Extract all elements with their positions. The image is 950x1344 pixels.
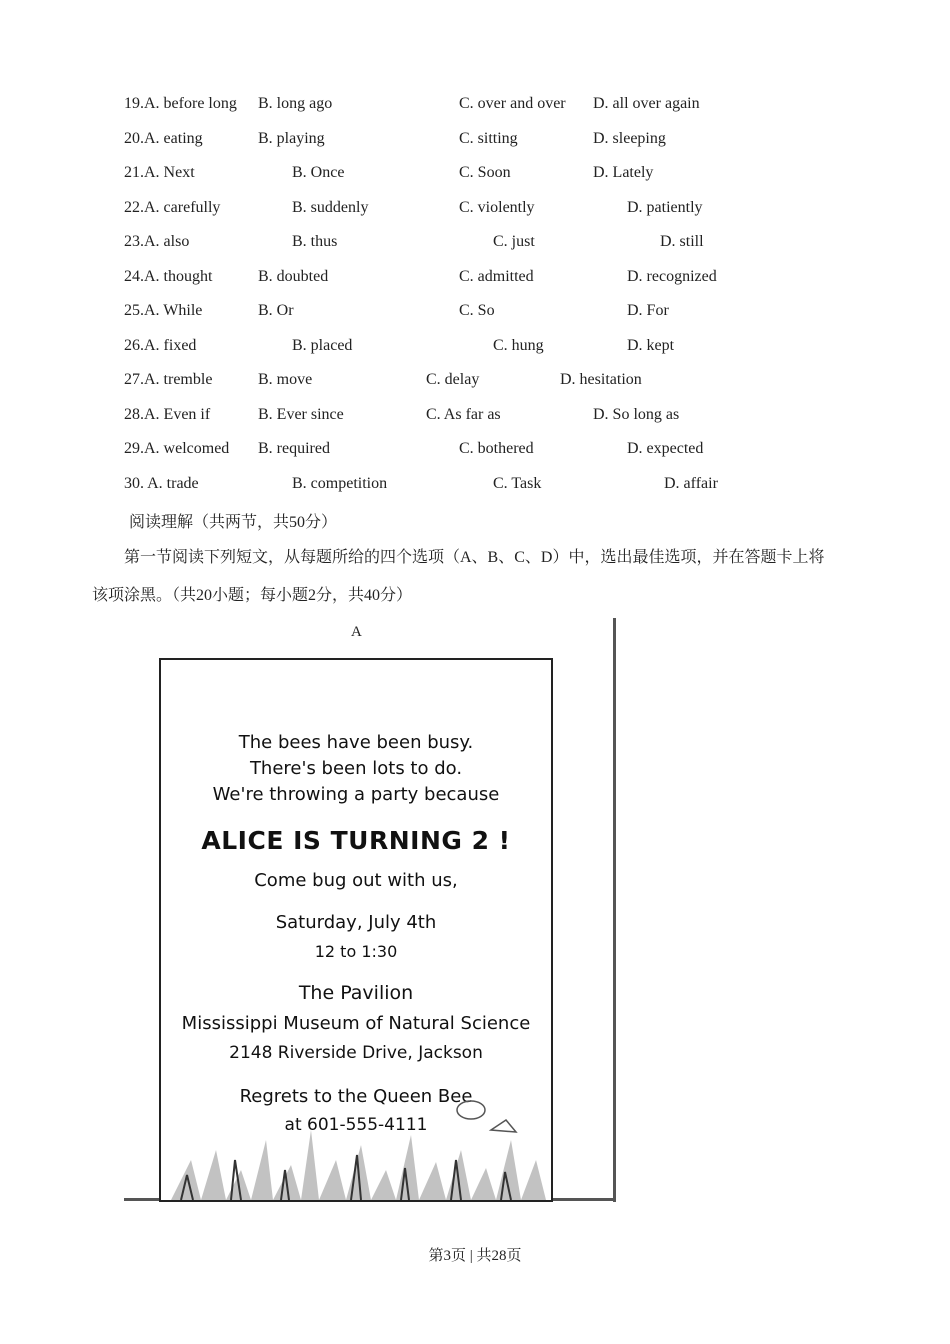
question-row: [0, 163, 950, 197]
question-number-and-option-a: [124, 474, 199, 494]
question-number: 22.: [124, 198, 144, 216]
question-row: [0, 94, 950, 128]
invite-museum: Mississippi Museum of Natural Science: [181, 1013, 531, 1034]
question-number-and-option-a: [124, 94, 237, 114]
option-a: A. carefully: [144, 198, 221, 216]
option-b: B. thus: [292, 233, 338, 250]
option-d: D. recognized: [627, 267, 717, 285]
option-a: A. thought: [144, 267, 213, 285]
question-row: [0, 232, 950, 266]
question-row: [0, 129, 950, 163]
invite-line-3: We're throwing a party because: [212, 784, 500, 805]
question-number-and-option-a: [124, 198, 220, 218]
question-number: 25.: [124, 302, 144, 319]
option-c: C. admitted: [459, 267, 534, 285]
option-c: C. over and over: [459, 95, 566, 112]
option-b: B. Ever since: [258, 405, 344, 423]
invite-venue: The Pavilion: [298, 982, 414, 1004]
option-c: C. hung: [493, 336, 544, 354]
option-b: B. required: [258, 440, 330, 457]
option-c: C. So: [459, 302, 495, 319]
option-b: B. Or: [258, 302, 294, 319]
question-number: 26.: [124, 336, 144, 354]
grass-illustration: [161, 1090, 551, 1200]
option-d: D. hesitation: [560, 371, 642, 388]
option-d: D. sleeping: [593, 129, 666, 147]
question-number: 30.: [124, 474, 148, 492]
option-a: A. fixed: [144, 336, 197, 354]
option-b: B. suddenly: [292, 198, 369, 216]
question-row: [0, 370, 950, 404]
question-number: 21.: [124, 164, 144, 181]
option-c: C. Task: [493, 474, 542, 492]
question-number-and-option-a: [124, 129, 203, 149]
invite-date: Saturday, July 4th: [275, 912, 437, 933]
option-b: B. move: [258, 371, 313, 388]
invite-headline: ALICE IS TURNING 2 !: [201, 826, 511, 855]
option-a: A. tremble: [144, 371, 213, 388]
option-d: D. still: [660, 233, 704, 250]
option-d: D. patiently: [627, 198, 703, 216]
question-row: [0, 267, 950, 301]
instructions-line-2: 该项涂黑。（共20小题；每小题2分，共40分）: [92, 587, 413, 604]
option-b: B. doubted: [258, 267, 329, 285]
option-c: C. bothered: [459, 440, 534, 457]
question-row: [0, 198, 950, 232]
question-number: 19.: [124, 95, 144, 112]
figure-shadow-right: [613, 618, 616, 1202]
option-a: A. While: [144, 302, 203, 319]
question-number-and-option-a: [124, 232, 189, 252]
question-number: 28.: [124, 405, 144, 423]
invite-rsvp: Regrets to the Queen Bee: [239, 1086, 473, 1107]
invite-phone: at 601-555-4111: [284, 1115, 428, 1135]
invitation-card: [159, 658, 553, 1202]
option-d: D. So long as: [593, 405, 680, 423]
invite-line-4: Come bug out with us,: [254, 870, 458, 891]
option-d: D. For: [627, 302, 669, 319]
option-a: A. eating: [144, 129, 203, 147]
option-a: A. Next: [144, 164, 195, 181]
option-c: C. delay: [426, 371, 480, 388]
option-b: B. Once: [292, 164, 345, 181]
question-number: 27.: [124, 371, 144, 388]
option-d: D. affair: [664, 474, 718, 492]
option-a: A. Even if: [144, 405, 211, 423]
question-number-and-option-a: [124, 439, 229, 459]
option-d: D. Lately: [593, 164, 654, 181]
question-number: 20.: [124, 129, 144, 147]
option-b: B. playing: [258, 129, 325, 147]
question-number-and-option-a: [124, 163, 195, 183]
question-row: [0, 439, 950, 473]
invite-time: 12 to 1:30: [314, 942, 398, 961]
question-row: [0, 405, 950, 439]
option-c: C. violently: [459, 198, 535, 216]
option-c: C. As far as: [426, 405, 501, 423]
option-b: B. long ago: [258, 95, 333, 112]
invite-line-2: There's been lots to do.: [249, 758, 463, 779]
question-number: 24.: [124, 267, 144, 285]
option-a: A. also: [144, 233, 190, 250]
option-d: D. all over again: [593, 95, 700, 112]
question-number-and-option-a: [124, 405, 210, 425]
option-d: D. kept: [627, 336, 675, 354]
option-a: A. welcomed: [144, 440, 230, 457]
party-invitation-figure: [118, 618, 618, 1202]
section-title: 阅读理解（共两节，共50分）: [129, 514, 338, 531]
question-row: [0, 301, 950, 335]
question-number: 29.: [124, 440, 144, 457]
option-b: B. placed: [292, 336, 353, 354]
option-b: B. competition: [292, 474, 388, 492]
question-number-and-option-a: [124, 267, 212, 287]
option-a: A. trade: [147, 474, 199, 492]
passage-label: A: [351, 624, 362, 640]
option-c: C. Soon: [459, 164, 511, 181]
question-row: [0, 336, 950, 370]
invite-line-1: The bees have been busy.: [238, 732, 474, 753]
option-c: C. just: [493, 233, 535, 250]
question-number-and-option-a: [124, 370, 212, 390]
question-row: [0, 474, 950, 508]
question-number-and-option-a: [124, 301, 202, 321]
question-number: 23.: [124, 233, 144, 250]
instructions-line-1: 第一节阅读下列短文，从每题所给的四个选项（A、B、C、D）中，选出最佳选项，并在答题卡上将: [124, 549, 825, 566]
option-d: D. expected: [627, 440, 704, 457]
option-a: A. before long: [144, 95, 237, 112]
question-number-and-option-a: [124, 336, 196, 356]
page-footer: 第3页 | 共28页: [428, 1248, 522, 1264]
invite-address: 2148 Riverside Drive, Jackson: [229, 1043, 483, 1063]
option-c: C. sitting: [459, 129, 518, 147]
